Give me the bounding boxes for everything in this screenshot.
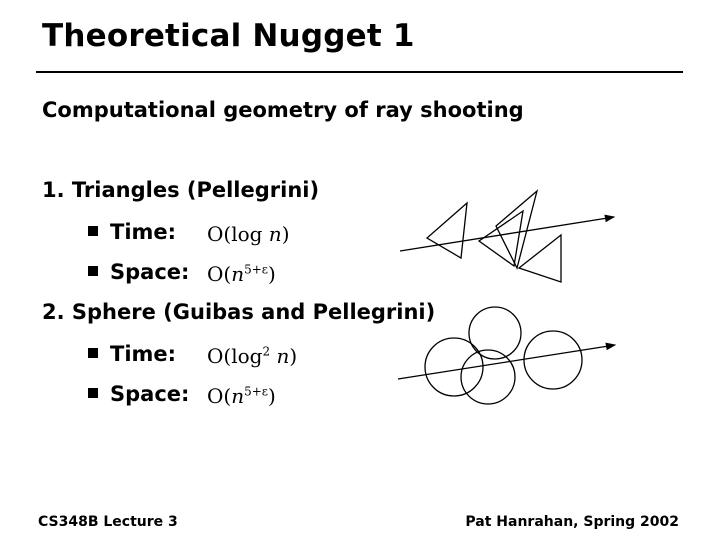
footer-course: CS348B Lecture 3	[38, 514, 178, 530]
footer-author: Pat Hanrahan, Spring 2002	[465, 514, 679, 530]
bullet-label: Time:	[110, 220, 177, 244]
math-expression: $O(n^{5+\varepsilon})$	[207, 384, 276, 408]
slide-subtitle: Computational geometry of ray shooting	[42, 98, 524, 122]
bullet-label: Space:	[110, 382, 190, 406]
section-heading-sphere: 2. Sphere (Guibas and Pellegrini)	[42, 300, 436, 324]
slide-title: Theoretical Nugget 1	[42, 18, 415, 54]
triangles-figure	[400, 191, 614, 282]
spheres-figure	[398, 307, 615, 404]
triangle-shape	[479, 211, 523, 266]
sphere-circle	[524, 331, 582, 389]
bullet-label: Time:	[110, 342, 177, 366]
math-expression: $O(n^{5+\varepsilon})$	[207, 262, 276, 286]
triangle-shape	[427, 203, 467, 258]
triangle-shape	[496, 191, 537, 268]
bullet-label: Space:	[110, 260, 190, 284]
math-expression: O(log n)	[207, 222, 290, 246]
section-heading-triangles: 1. Triangles (Pellegrini)	[42, 178, 320, 202]
math-expression: $O(\log^2$ n)	[207, 344, 298, 368]
triangle-shape	[519, 235, 561, 282]
